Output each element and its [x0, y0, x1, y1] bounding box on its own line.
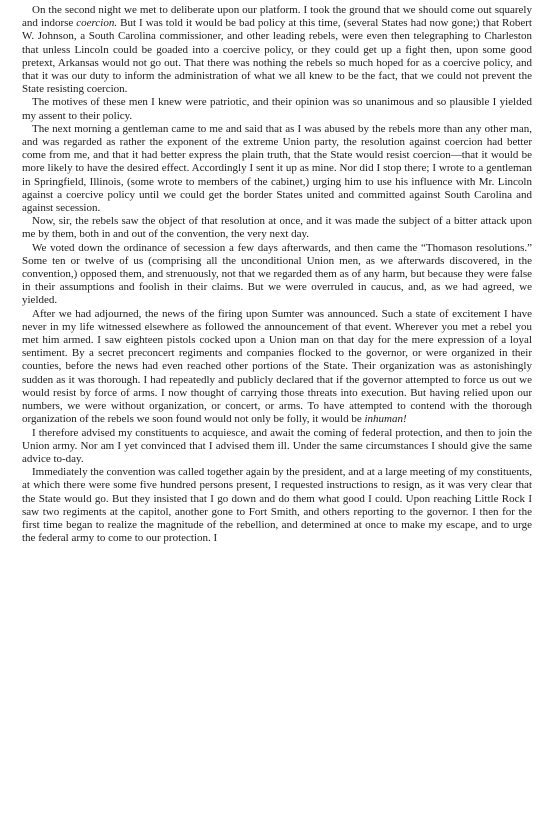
paragraph [22, 427, 532, 467]
paragraph [22, 4, 532, 96]
paragraph [22, 215, 532, 241]
paragraph-text: Now, sir, the rebels saw the object of that resolution at once, and it was made the subject of a bitter attack upon me by them, both in and out of the convention, the very next day. [22, 215, 532, 241]
paragraph-text: The motives of these men I knew were patriotic, and their opinion was so unanimous and so plausible I yielded my assent to their policy. [22, 96, 532, 122]
emphasized-text: coercion. [76, 17, 118, 30]
paragraph-text: I therefore advised my constituents to acquiesce, and await the coming of federal protection, and then to join the Union army. Nor am I yet convinced that I advised them ill. Under the same circumstances I should give the same advice to-day. [22, 426, 532, 465]
paragraph [22, 242, 532, 308]
paragraph [22, 466, 532, 545]
paragraph [22, 308, 532, 427]
paragraph-text: Immediately the convention was called together again by the president, and at a large meeting of my constituents, at which there were some five hundred persons present, I requested instructions to resign, as it was very clear that the State would go. But they insisted that I go down and do them what good I could. Upon reaching Little Rock I saw two regiments at the capitol, another gone to Fort Smith, and others reporting to the governor. I then for the first time began to realize the magnitude of the rebellion, and determined at once to make my escape, and to urge the federal army to come to our protection. I [22, 466, 532, 545]
paragraph-text: We voted down the ordinance of secession a few days afterwards, and then came the “Thomason resolutions.” Some ten or twelve of us (comprising all the unconditional Union men, as we afterwards discovered, in the convention,) opposed them, and strenuously, not that we regarded them as of any harm, but because they were false in their assumptions and foolish in their claims. But we were overruled in caucus, and, as we had agreed, we yielded. [22, 241, 532, 307]
paragraph-text: After we had adjourned, the news of the firing upon Sumter was announced. Such a state of excitement I have never in my life witnessed elsewhere as followed the announcement of that event. Wherever you met a rebel you met him armed. I saw eighteen pistols cocked upon a Union man on that day for the mere expression of a loyal sentiment. By a secret preconcert regiments and companies flocked to the governor, or were organized in their counties, before the news had even reached other portions of the State. Their organization was as astonishingly sudden as it was thorough. I had repeatedly and publicly declared that if the governor attempted to force us out we would resist by force of arms. I now thought of carrying those threats into execution. But having relied upon our numbers, we were without organization, or concert, or arms. To have attempted to contend with the thorough organization of the rebels we soon found would not only be folly, it would be [22, 307, 532, 426]
paragraph-text: The next morning a gentleman came to me and said that as I was abused by the rebels more than any other man, and was regarded as rather the exponent of the extreme Union party, the resolution against coercion had better come from me, and that it had better express the plain truth, that the State would resist coercion—that it would be more likely to have the desired effect. Accordingly I sent it up as mine. Nor did I stop there; I wrote to a gentleman in Springfield, Illinois, (some wrote to members of the cabinet,) urging him to use his influence with Mr. Lincoln against a coercive policy until we could get the border States united and committed against South Carolina and against secession. [22, 122, 532, 215]
document-page [22, 4, 532, 545]
paragraph [22, 123, 532, 215]
paragraph [22, 96, 532, 122]
emphasized-text: inhuman! [364, 413, 407, 426]
paragraph-text: On the second night we met to deliberate upon our platform. I took the ground that we should come out squarely and indorse [22, 4, 532, 30]
paragraph-text: But I was told it would be bad policy at this time, (several States had now gone;) that Robert W. Johnson, a South Carolina commissioner, and other leading rebels, were even then telegraphing to Charleston that unless Lincoln could be goaded into a coercive policy, or they could get up a fight then, upon some good pretext, Arkansas would not go out. That there was nothing the rebels so much hoped for as a coercive policy, and that it was our duty to inform the administration of what we all knew to be the fact, that we could not prevent the State resisting coercion. [22, 17, 532, 96]
